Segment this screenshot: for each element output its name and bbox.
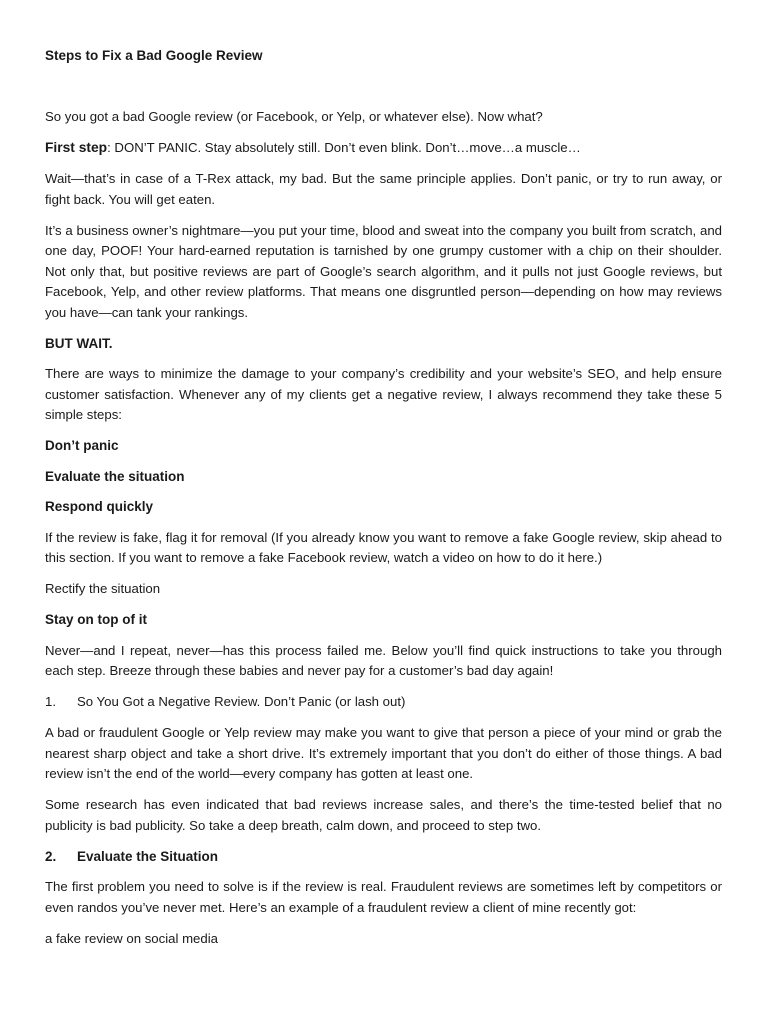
document-body (45, 107, 722, 960)
step-respond: Respond quickly (45, 499, 154, 514)
image-caption: a fake review on social media (45, 930, 218, 946)
first-step-paragraph (45, 138, 722, 159)
document-title: Steps to Fix a Bad Google Review (45, 48, 263, 63)
never-paragraph: Never—and I repeat, never—has this process failed me. Below you’ll find quick instructions to take you through each step. Breeze through these babies and never pay for a customer’s bad day again! (45, 642, 722, 678)
trex-paragraph: Wait—that’s in case of a T-Rex attack, my bad. But the same principle applies. Don’t panic, or try to run away, or fight back. You will get eaten. (45, 171, 722, 207)
section2-heading (45, 847, 722, 868)
section1-number: 1. (45, 694, 56, 709)
section1-title: So You Got a Negative Review. Don’t Panic (or lash out) (77, 694, 406, 709)
section1-paragraph-2: Some research has even indicated that bad reviews increase sales, and there’s the time-tested belief that no publicity is bad publicity. So take a deep breath, calm down, and proceed to step two. (45, 797, 722, 833)
section1-paragraph-1: A bad or fraudulent Google or Yelp review may make you want to give that person a piece of your mind or grab the nearest sharp object and take a short drive. It’s extremely important that you don’t do either of those things. A bad review isn’t the end of the world—every company has gotten at least one. (45, 725, 722, 781)
nightmare-paragraph: It’s a business owner’s nightmare—you put your time, blood and sweat into the company you built from scratch, and one day, POOF! Your hard-earned reputation is tarnished by one grumpy customer with a chip on their shoulder. Not only that, but positive reviews are part of Google’s search algorithm, and it pulls not just Google reviews, but Facebook, Yelp, and other review platforms. That means one disgruntled person—depending on how may reviews you have—can tank your rankings. (45, 222, 722, 320)
section1-heading (45, 692, 722, 713)
step-dont-panic: Don’t panic (45, 438, 119, 453)
ways-paragraph: There are ways to minimize the damage to your company’s credibility and your website’s SEO, and help ensure customer satisfaction. Whenever any of my clients get a negative review, I always recommend they take these 5 simple steps: (45, 366, 722, 422)
fake-flag-paragraph: If the review is fake, flag it for removal (If you already know you want to remove a fake Google review, skip ahead to this section. If you want to remove a fake Facebook review, watch a video on how to do it here.) (45, 529, 722, 565)
section2-number: 2. (45, 848, 57, 864)
intro-paragraph: So you got a bad Google review (or Facebook, or Yelp, or whatever else). Now what? (45, 109, 543, 124)
but-wait-heading: BUT WAIT. (45, 335, 113, 351)
first-step-text: : DON’T PANIC. Stay absolutely still. Don’t even blink. Don’t…move…a muscle… (107, 140, 581, 155)
section2-paragraph-1: The first problem you need to solve is if the review is real. Fraudulent reviews are sometimes left by competitors or even randos you’ve never met. Here’s an example of a fraudulent review a client of mine recently got: (45, 879, 722, 915)
first-step-label: First step (45, 140, 108, 155)
step-stay-on-top: Stay on top of it (45, 612, 147, 627)
step-evaluate: Evaluate the situation (45, 468, 185, 484)
section2-title: Evaluate the Situation (77, 848, 219, 864)
step-rectify: Rectify the situation (45, 581, 161, 596)
